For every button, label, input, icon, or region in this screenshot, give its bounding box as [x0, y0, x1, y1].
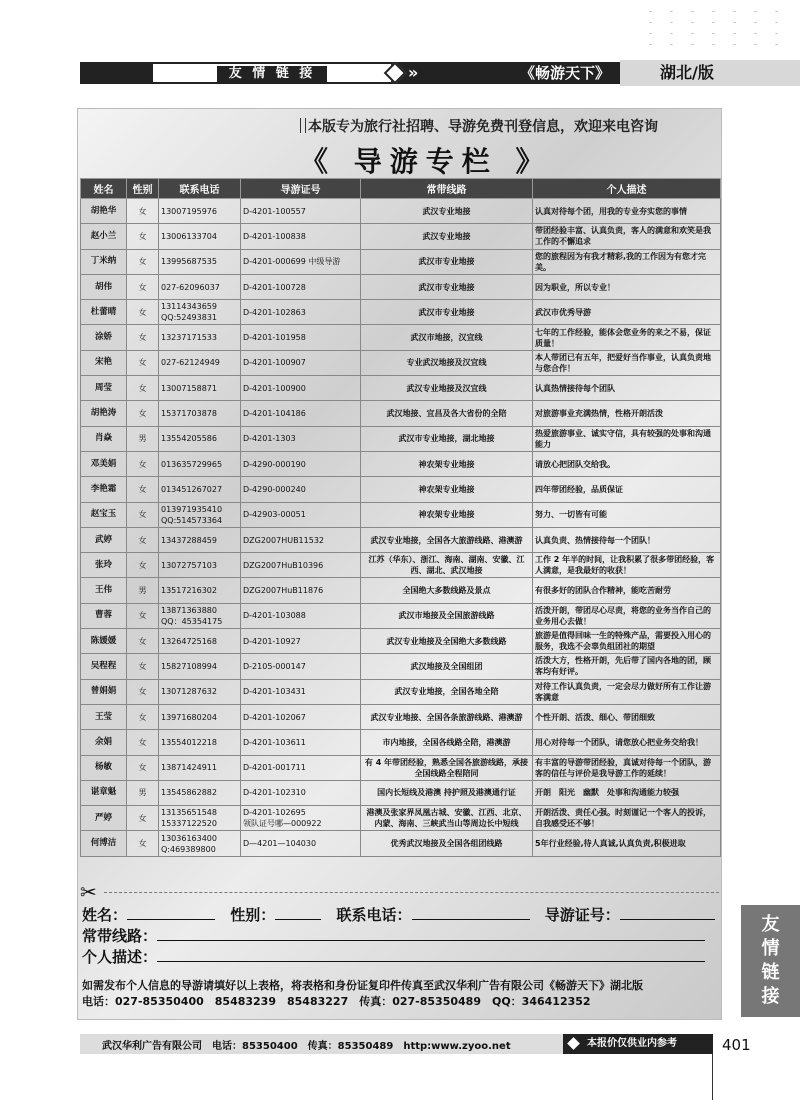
cell-route: 神农架专业地接: [361, 502, 533, 527]
cell-sex: 女: [127, 249, 159, 274]
footer-company: 武汉华利广告有限公司 电话：85350400 传真：85350489 http:www.zyoo.net: [102, 1041, 511, 1052]
header-bar: [80, 62, 800, 84]
cell-desc: 开朗活泼、责任心强。时刻谨记一个客人的投诉，自我感受还不够！: [533, 806, 721, 831]
cell-name: 陈媛媛: [81, 629, 127, 654]
cell-name: 涂娇: [81, 325, 127, 350]
cell-desc: 个性开朗、活泼、细心、带团细致: [533, 704, 721, 729]
cell-route: 国内长短线及港澳 持护照及港澳通行证: [361, 780, 533, 805]
cell-license: D-4201-102863: [241, 300, 361, 325]
table-body: [81, 199, 721, 857]
cell-license: D-4201-100907: [241, 350, 361, 375]
note-line-1: 如需发布个人信息的导游请填好以上表格，将表格和身份证复印件传真至武汉华利广告有限公司《畅游天下》湖北版: [82, 979, 643, 992]
table-row: [81, 199, 721, 224]
cell-name: 张玲: [81, 553, 127, 578]
cell-sex: 女: [127, 603, 159, 628]
route-label: 常带线路：: [82, 927, 158, 945]
cell-license: D-4290-000240: [241, 477, 361, 502]
cell-desc: 认真对待每个团，用我的专业夯实您的事情: [533, 199, 721, 224]
cell-desc: 用心对待每一个团队，请您放心把业务交给我！: [533, 730, 721, 755]
table-row: [81, 249, 721, 274]
cell-sex: 女: [127, 376, 159, 401]
cell-route: 武汉专业地接，全国各地全陪: [361, 679, 533, 704]
cell-sex: 女: [127, 199, 159, 224]
cell-phone: 15827108994: [159, 654, 241, 679]
cell-license: D-4201-103431: [241, 679, 361, 704]
cell-sex: 女: [127, 350, 159, 375]
cell-route: 神农架专业地接: [361, 451, 533, 476]
cell-route: 武汉地接、宜昌及各大省份的全陪: [361, 401, 533, 426]
cell-license: D-4201-101958: [241, 325, 361, 350]
cell-name: 胡艳涛: [81, 401, 127, 426]
cell-sex: 女: [127, 274, 159, 299]
cell-name: 赵小兰: [81, 224, 127, 249]
phone-label: 联系电话：: [336, 906, 412, 924]
table-row: [81, 426, 721, 451]
cell-name: 王莹: [81, 704, 127, 729]
cell-name: 杨敏: [81, 755, 127, 780]
cell-sex: 女: [127, 553, 159, 578]
cell-route: 武汉市地接及全国旅游线路: [361, 603, 533, 628]
cell-name: 杜蕾晴: [81, 300, 127, 325]
cell-route: 武汉专业地接: [361, 224, 533, 249]
cell-phone: 013971935410 QQ:514573364: [159, 502, 241, 527]
cell-name: 余娟: [81, 730, 127, 755]
submission-note: [82, 978, 643, 1010]
table-row: [81, 477, 721, 502]
cell-sex: 男: [127, 426, 159, 451]
cell-desc: 有丰富的导游带团经验，真诚对待每一个团队，游客的信任与评价是我导游工作的延续！: [533, 755, 721, 780]
cell-phone: 13437288459: [159, 527, 241, 552]
cell-phone: 13264725168: [159, 629, 241, 654]
table-row: [81, 325, 721, 350]
cell-desc: 因为职业，所以专业！: [533, 274, 721, 299]
cell-phone: 013451267027: [159, 477, 241, 502]
cell-name: 周莹: [81, 376, 127, 401]
cell-route: 江苏（华东）、浙江、海南、湖南、安徽、江西、湖北、武汉地接: [361, 553, 533, 578]
cell-route: 市内地接，全国各线路全陪，港澳游: [361, 730, 533, 755]
cell-route: 有 4 年带团经验，熟悉全国各旅游线路，承接全国线路全程陪同: [361, 755, 533, 780]
cell-route: 港澳及张家界凤凰古城、安徽、江西、北京、内蒙、海南、三峡武当山等周边长中短线: [361, 806, 533, 831]
cell-desc: 请放心把团队交给我。: [533, 451, 721, 476]
cell-phone: 15371703878: [159, 401, 241, 426]
table-row: [81, 451, 721, 476]
cell-sex: 女: [127, 527, 159, 552]
cell-name: 谌章魁: [81, 780, 127, 805]
cell-desc: 四年带团经验，品质保证: [533, 477, 721, 502]
cell-desc: 活泼开朗，带团尽心尽责，将您的业务当作自己的业务用心去做！: [533, 603, 721, 628]
cell-phone: 13007158871: [159, 376, 241, 401]
cell-phone: 13007195976: [159, 199, 241, 224]
cell-license: D-4201-001711: [241, 755, 361, 780]
table-row: [81, 730, 721, 755]
desc-field[interactable]: [157, 947, 705, 962]
cell-desc: 带团经验丰富、认真负责，客人的满意和欢笑是我工作的不懈追求: [533, 224, 721, 249]
table-row: [81, 502, 721, 527]
cell-phone: 13237171533: [159, 325, 241, 350]
cell-route: 武汉市专业地接，湖北地接: [361, 426, 533, 451]
double-chevron-icon: »: [408, 63, 419, 82]
cell-desc: 本人带团已有五年，把爱好当作事业，认真负责地与您合作！: [533, 350, 721, 375]
cell-phone: 027-62096037: [159, 274, 241, 299]
cell-phone: 13995687535: [159, 249, 241, 274]
cell-sex: 男: [127, 780, 159, 805]
phone-field[interactable]: [412, 905, 530, 920]
table-row: [81, 527, 721, 552]
table-row: [81, 679, 721, 704]
cell-desc: 工作 2 年半的时间，让我积累了很多带团经验，客人满意，是我最好的收获！: [533, 553, 721, 578]
cell-license: D—4201—104030: [241, 831, 361, 856]
header-name: 姓名: [81, 179, 127, 199]
cell-route: 神农架专业地接: [361, 477, 533, 502]
cell-license: D-4201-104186: [241, 401, 361, 426]
cell-desc: 对待工作认真负责，一定会尽力做好所有工作让游客满意: [533, 679, 721, 704]
cell-desc: 您的旅程因为有我才精彩,我的工作因为有您才完美。: [533, 249, 721, 274]
footer-bar: [80, 1034, 713, 1054]
cell-name: 胡伟: [81, 274, 127, 299]
cell-name: 曹蓉: [81, 603, 127, 628]
cell-route: 武汉市地接，汉宜线: [361, 325, 533, 350]
cell-license: DZG2007HUB11532: [241, 527, 361, 552]
header-route: 常带线路: [361, 179, 533, 199]
cell-sex: 女: [127, 806, 159, 831]
cell-license: D-4201-000699 中级导游: [241, 249, 361, 274]
table-row: [81, 629, 721, 654]
section-label: 友 情 链 接: [217, 66, 327, 82]
cell-sex: 女: [127, 477, 159, 502]
cell-name: 胡艳华: [81, 199, 127, 224]
page-title: 《 导游专栏 》: [300, 145, 552, 178]
header-license: 导游证号: [241, 179, 361, 199]
table-row: [81, 224, 721, 249]
license-label: 导游证号：: [544, 906, 620, 924]
cell-phone: 13517216302: [159, 578, 241, 603]
cell-phone: 013635729965: [159, 451, 241, 476]
cell-license: D-4201-100838: [241, 224, 361, 249]
cell-phone: 13036163400 Q:469389800: [159, 831, 241, 856]
cut-line: [104, 892, 719, 893]
cell-phone: 13971680204: [159, 704, 241, 729]
cell-license: D-4201-103088: [241, 603, 361, 628]
cell-license: D-4201-100900: [241, 376, 361, 401]
header-desc: 个人描述: [533, 179, 721, 199]
guide-table: [80, 178, 721, 857]
table-row: [81, 806, 721, 831]
cell-name: 曾娟娟: [81, 679, 127, 704]
cell-route: 武汉专业地接及汉宜线: [361, 376, 533, 401]
header-sex: 性别: [127, 179, 159, 199]
table-row: [81, 401, 721, 426]
cell-phone: 13871424911: [159, 755, 241, 780]
cell-desc: 武汉市优秀导游: [533, 300, 721, 325]
cell-desc: 认真热情接待每个团队: [533, 376, 721, 401]
cell-license: D-4201-1303: [241, 426, 361, 451]
cell-sex: 女: [127, 325, 159, 350]
cell-name: 邓美娟: [81, 451, 127, 476]
cell-name: 李艳霜: [81, 477, 127, 502]
cell-license: D-2105-000147: [241, 654, 361, 679]
cell-license: D-4201-10927: [241, 629, 361, 654]
cell-sex: 女: [127, 679, 159, 704]
cell-phone: 13114343659 QQ:52493831: [159, 300, 241, 325]
cell-sex: 女: [127, 704, 159, 729]
table-row: [81, 755, 721, 780]
cell-desc: 5年行业经验,待人真诚,认真负责,积极进取: [533, 831, 721, 856]
table-row: [81, 350, 721, 375]
table-row: [81, 704, 721, 729]
cell-desc: 对旅游事业充满热情，性格开朗活泼: [533, 401, 721, 426]
cell-license: D-4201-100557: [241, 199, 361, 224]
scissors-icon: ✂: [80, 880, 97, 904]
cell-phone: 027-62124949: [159, 350, 241, 375]
cell-sex: 女: [127, 755, 159, 780]
cell-phone: 13545862882: [159, 780, 241, 805]
cell-route: 武汉市专业地接: [361, 249, 533, 274]
cell-sex: 女: [127, 730, 159, 755]
cell-desc: 活泼大方，性格开朗，先后带了国内各地的团，顾客均有好评。: [533, 654, 721, 679]
cell-sex: 女: [127, 451, 159, 476]
cell-route: 武汉专业地接及全国绝大多数线路: [361, 629, 533, 654]
cell-phone: 13554205586: [159, 426, 241, 451]
table-row: [81, 274, 721, 299]
table-row: [81, 831, 721, 856]
cell-license: D-4290-000190: [241, 451, 361, 476]
cell-sex: 女: [127, 401, 159, 426]
cell-name: 严婷: [81, 806, 127, 831]
cell-phone: 13071287632: [159, 679, 241, 704]
cell-sex: 女: [127, 654, 159, 679]
route-field[interactable]: [157, 926, 705, 941]
cell-phone: 13006133704: [159, 224, 241, 249]
cell-license: D-4201-102695 领队证号哪—000922: [241, 806, 361, 831]
cell-license: D-42903-00051: [241, 502, 361, 527]
desc-label: 个人描述：: [82, 948, 158, 966]
cell-sex: 女: [127, 502, 159, 527]
table-row: [81, 780, 721, 805]
application-form: [82, 905, 715, 968]
cell-name: 何博洁: [81, 831, 127, 856]
cell-sex: 女: [127, 629, 159, 654]
sex-label: 性别：: [230, 906, 276, 924]
cell-phone: 13554012218: [159, 730, 241, 755]
divider: [712, 1054, 713, 1100]
cell-desc: 有很多好的团队合作精神，能吃苦耐劳: [533, 578, 721, 603]
name-label: 姓名：: [82, 906, 128, 924]
license-field[interactable]: [620, 905, 715, 920]
sex-field[interactable]: [275, 905, 321, 920]
region-label: 湖北/版: [620, 60, 800, 86]
table-row: [81, 603, 721, 628]
cell-sex: 男: [127, 578, 159, 603]
cell-desc: 认真负责、热情接待每一个团队！: [533, 527, 721, 552]
cell-route: 优秀武汉地接及全国各组团线路: [361, 831, 533, 856]
cell-phone: 13871363880 QQ：45354175: [159, 603, 241, 628]
cell-name: 武婷: [81, 527, 127, 552]
table-row: [81, 376, 721, 401]
cell-route: 武汉专业地接，全国各大旅游线路、港澳游: [361, 527, 533, 552]
cell-name: 赵宝玉: [81, 502, 127, 527]
cell-desc: 开朗 阳光 幽默 处事和沟通能力较强: [533, 780, 721, 805]
page-number: 401: [722, 1036, 751, 1054]
cell-desc: 热爱旅游事业、诚实守信，具有较强的处事和沟通能力: [533, 426, 721, 451]
name-field[interactable]: [127, 905, 215, 920]
cell-desc: 努力、一切皆有可能: [533, 502, 721, 527]
header-phone: 联系电话: [159, 179, 241, 199]
cell-desc: 七年的工作经验，能体会您业务的来之不易，保证质量！: [533, 325, 721, 350]
table-row: [81, 553, 721, 578]
cell-route: 武汉专业地接: [361, 199, 533, 224]
cell-sex: 女: [127, 300, 159, 325]
cell-license: D-4201-100728: [241, 274, 361, 299]
cell-route: 武汉市专业地接: [361, 300, 533, 325]
cell-route: 武汉地接及全国组团: [361, 654, 533, 679]
cell-license: D-4201-102310: [241, 780, 361, 805]
note-line-2: 电话：027-85350400 85483239 85483227 传真：027-85350489 QQ：346412352: [82, 995, 591, 1008]
magazine-name: 《畅游天下》: [520, 64, 611, 82]
side-tab: 友 情 链 接: [741, 905, 800, 1017]
cell-sex: 女: [127, 831, 159, 856]
cell-license: D-4201-103611: [241, 730, 361, 755]
cell-name: 宋艳: [81, 350, 127, 375]
cell-phone: 13072757103: [159, 553, 241, 578]
decorative-dots: [640, 6, 790, 52]
cell-phone: 13135651548 15337122520: [159, 806, 241, 831]
footer-disclaimer: 本报价仅供业内参考: [563, 1034, 713, 1054]
cell-route: 武汉专业地接、全国各条旅游线路、港澳游: [361, 704, 533, 729]
cell-sex: 女: [127, 224, 159, 249]
cell-name: 肖焱: [81, 426, 127, 451]
cell-route: 专业武汉地接及汉宜线: [361, 350, 533, 375]
cell-license: DZG2007HuB10396: [241, 553, 361, 578]
cell-name: 丁米纳: [81, 249, 127, 274]
cell-route: 武汉市专业地接: [361, 274, 533, 299]
cell-name: 吴程程: [81, 654, 127, 679]
cell-license: D-4201-102067: [241, 704, 361, 729]
table-row: [81, 654, 721, 679]
cell-desc: 旅游是值得回味一生的特殊产品，需要投入用心的服务，我选不会辜负组团社的期望: [533, 629, 721, 654]
cell-route: 全国绝大多数线路及景点: [361, 578, 533, 603]
cell-license: DZG2007HuB11876: [241, 578, 361, 603]
table-row: [81, 300, 721, 325]
section-label-box: [152, 63, 392, 83]
table-row: [81, 578, 721, 603]
cell-name: 王伟: [81, 578, 127, 603]
table-header-row: [81, 179, 721, 199]
intro-text: 本版专为旅行社招聘、导游免费刊登信息，欢迎来电咨询: [308, 116, 658, 136]
